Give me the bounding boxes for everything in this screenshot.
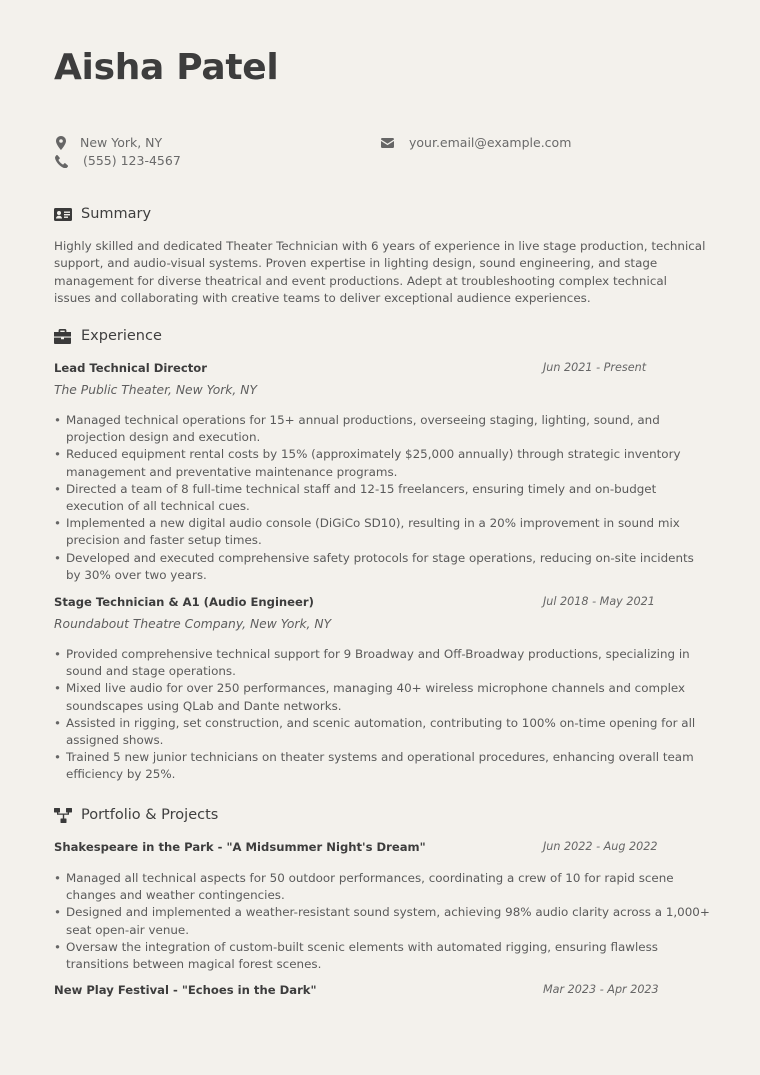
job-date: Jul 2018 - May 2021 xyxy=(543,595,655,608)
list-item: • Managed all technical aspects for 50 outdoor performances, coordinating a crew of 10 for rapid scene changes and weather contingencies. xyxy=(54,870,710,904)
list-item: • Oversaw the integration of custom-built scenic elements with automated rigging, ensuring flawless transitions between magical forest scenes. xyxy=(54,939,710,973)
contact-email xyxy=(380,134,571,152)
job-title: Stage Technician & A1 (Audio Engineer) xyxy=(54,595,314,609)
id-card-icon xyxy=(54,206,72,222)
projects-heading-label: Portfolio & Projects xyxy=(81,807,219,823)
list-item: • Designed and implemented a weather-resistant sound system, achieving 98% audio clarity across a 1,000+ seat open-air venue. xyxy=(54,904,710,938)
project-title: New Play Festival - "Echoes in the Dark" xyxy=(54,983,317,997)
project-date: Mar 2023 - Apr 2023 xyxy=(543,983,659,996)
map-pin-icon xyxy=(54,136,68,150)
email-text[interactable]: your.email@example.com xyxy=(409,135,572,150)
phone-text: (555) 123-4567 xyxy=(83,153,181,168)
project-title: Shakespeare in the Park - "A Midsummer Night's Dream" xyxy=(54,840,426,854)
project-date: Jun 2022 - Aug 2022 xyxy=(543,840,658,853)
list-item: • Managed technical operations for 15+ annual productions, overseeing staging, lighting, sound, and projection design and execution. xyxy=(54,412,710,446)
list-item: • Trained 5 new junior technicians on theater systems and operational procedures, enhancing overall team efficiency by 25%. xyxy=(54,749,710,783)
list-item: • Implemented a new digital audio console (DiGiCo SD10), resulting in a 20% improvement in sound mix precision and faster setup times. xyxy=(54,515,710,549)
job-bullet-list xyxy=(54,412,710,584)
job-date: Jun 2021 - Present xyxy=(543,361,647,374)
contact-phone xyxy=(54,152,181,170)
job-title: Lead Technical Director xyxy=(54,361,207,375)
list-item: • Mixed live audio for over 250 performances, managing 40+ wireless microphone channels and complex soundscapes using QLab and Dante networks. xyxy=(54,680,710,714)
sitemap-icon xyxy=(54,807,72,823)
experience-heading-label: Experience xyxy=(81,328,162,344)
envelope-icon xyxy=(380,136,394,150)
list-item: • Reduced equipment rental costs by 15% (approximately $25,000 annually) through strategic inventory management and preventative maintenance programs. xyxy=(54,446,710,480)
job-bullet-list xyxy=(54,646,710,784)
list-item: • Provided comprehensive technical support for 9 Broadway and Off-Broadway productions, specializing in sound and stage operations. xyxy=(54,646,710,680)
project-bullet-list xyxy=(54,870,710,973)
job-organization: Roundabout Theatre Company, New York, NY xyxy=(54,617,332,631)
job-organization: The Public Theater, New York, NY xyxy=(54,383,257,397)
experience-heading xyxy=(54,328,162,344)
briefcase-icon xyxy=(54,328,72,344)
phone-icon xyxy=(54,154,68,168)
list-item: • Assisted in rigging, set construction, and scenic automation, contributing to 100% on-time opening for all assigned shows. xyxy=(54,715,710,749)
candidate-name: Aisha Patel xyxy=(54,47,279,88)
contact-location xyxy=(54,134,162,152)
projects-heading xyxy=(54,807,218,823)
summary-heading-label: Summary xyxy=(81,206,152,222)
summary-heading xyxy=(54,206,151,222)
list-item: • Directed a team of 8 full-time technical staff and 12-15 freelancers, ensuring timely and on-budget execution of all technical cues. xyxy=(54,481,710,515)
summary-text: Highly skilled and dedicated Theater Technician with 6 years of experience in live stage production, technical support, and audio-visual systems. Proven expertise in lighting design, sound engineering, and stage management for diverse theatrical and event productions. Adept at troubleshooting complex technical issues and collaborating with creative teams to deliver exceptional audience experiences. xyxy=(54,239,706,305)
location-text: New York, NY xyxy=(80,135,163,150)
list-item: • Developed and executed comprehensive safety protocols for stage operations, reducing on-site incidents by 30% over two years. xyxy=(54,550,710,584)
